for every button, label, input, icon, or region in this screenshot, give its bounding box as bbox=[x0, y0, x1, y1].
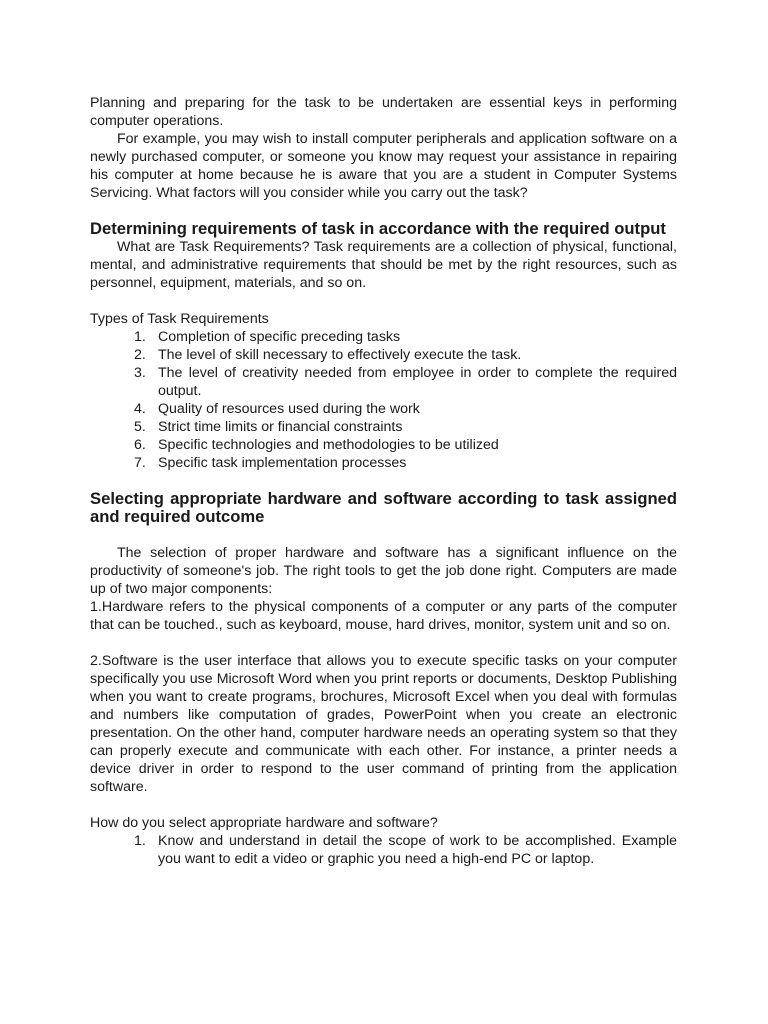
list-item-text: Strict time limits or financial constraints bbox=[158, 419, 403, 435]
spacer bbox=[90, 634, 677, 652]
list-item-number: 1. bbox=[134, 833, 146, 849]
list-item-number: 1. bbox=[134, 329, 146, 345]
list-item bbox=[90, 418, 677, 436]
spacer bbox=[90, 526, 677, 544]
list-item bbox=[90, 454, 677, 472]
spacer bbox=[90, 796, 677, 814]
selection-steps-list bbox=[90, 832, 677, 868]
list-item-number: 6. bbox=[134, 437, 146, 453]
list-item-text: Specific task implementation processes bbox=[158, 455, 407, 471]
section2-paragraph-1: The selection of proper hardware and software has a significant influence on the productivity of someone's job. The right tools to get the job done right. Computers are made up of two major components: bbox=[90, 545, 677, 597]
list-item-text: The level of creativity needed from employee in order to complete the required output. bbox=[158, 365, 677, 399]
list-item-number: 3. bbox=[134, 365, 146, 381]
list-item-number: 4. bbox=[134, 401, 146, 417]
task-requirements-list-title: Types of Task Requirements bbox=[90, 311, 269, 327]
list-item-text: Know and understand in detail the scope of work to be accomplished. Example you want to edit a video or graphic you need a high-end PC or laptop. bbox=[158, 833, 677, 867]
spacer bbox=[90, 202, 677, 220]
section1-heading: Determining requirements of task in accordance with the required output bbox=[90, 219, 666, 238]
section2-heading: Selecting appropriate hardware and software according to task assigned and required outcome bbox=[90, 489, 677, 526]
list-item-text: Completion of specific preceding tasks bbox=[158, 329, 401, 345]
intro-paragraph-2: For example, you may wish to install computer peripherals and application software on a newly purchased computer, or someone you know may request your assistance in repairing his computer at home because he is aware that you are a student in Computer Systems Servicing. What factors will you consider while you carry out the task? bbox=[90, 131, 677, 201]
software-paragraph: 2.Software is the user interface that allows you to execute specific tasks on your computer specifically you use Microsoft Word when you print reports or documents, Desktop Publishing when you want to create programs, brochures, Microsoft Excel when you deal with formulas and numbers like computation of grades, PowerPoint when you create an electronic presentation. On the other hand, computer hardware needs an operating system so that they can properly execute and communicate with each other. For instance, a printer needs a device driver in order to respond to the user command of printing from the application software. bbox=[90, 653, 677, 795]
document-page bbox=[90, 94, 677, 868]
list-item-number: 2. bbox=[134, 347, 146, 363]
spacer bbox=[90, 472, 677, 490]
list-item-text: The level of skill necessary to effectively execute the task. bbox=[158, 347, 522, 363]
list-item bbox=[90, 400, 677, 418]
list-item bbox=[90, 436, 677, 454]
intro-paragraph-1: Planning and preparing for the task to be undertaken are essential keys in performing computer operations. bbox=[90, 95, 677, 129]
task-requirements-list bbox=[90, 328, 677, 472]
list-item-text: Specific technologies and methodologies to be utilized bbox=[158, 437, 499, 453]
list-item bbox=[90, 346, 677, 364]
selection-question: How do you select appropriate hardware and software? bbox=[90, 815, 438, 831]
list-item bbox=[90, 328, 677, 346]
list-item bbox=[90, 364, 677, 400]
section1-paragraph-1: What are Task Requirements? Task requirements are a collection of physical, functional, mental, and administrative requirements that should be met by the right resources, such as personnel, equipment, materials, and so on. bbox=[90, 239, 677, 291]
list-item bbox=[90, 832, 677, 868]
list-item-number: 5. bbox=[134, 419, 146, 435]
list-item-number: 7. bbox=[134, 455, 146, 471]
list-item-text: Quality of resources used during the work bbox=[158, 401, 420, 417]
hardware-paragraph: 1.Hardware refers to the physical components of a computer or any parts of the computer that can be touched., such as keyboard, mouse, hard drives, monitor, system unit and so on. bbox=[90, 599, 677, 633]
spacer bbox=[90, 292, 677, 310]
